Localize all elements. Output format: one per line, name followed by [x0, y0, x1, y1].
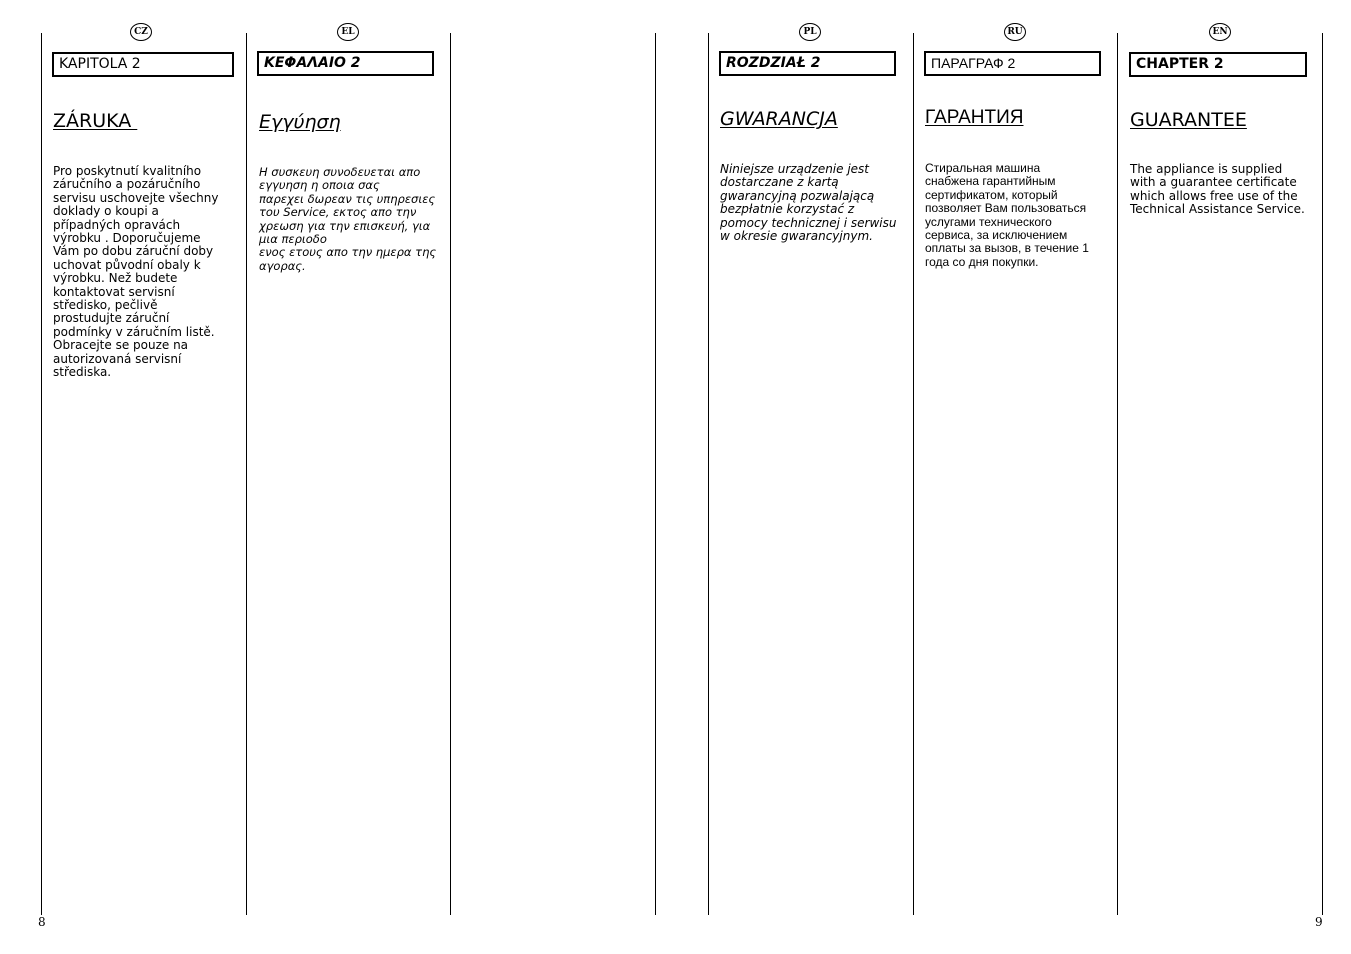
section-title-pl: GWARANCJA: [720, 108, 838, 130]
section-title-el: Εγγύηση: [259, 111, 341, 133]
language-badge-ru: RU: [1004, 23, 1026, 41]
column-divider: [1117, 33, 1118, 915]
language-badge-en: EN: [1209, 23, 1231, 41]
language-badge-pl: PL: [799, 23, 821, 41]
column-divider: [708, 33, 709, 915]
chapter-heading-en: CHAPTER 2: [1129, 52, 1307, 77]
language-badge-el: EL: [337, 23, 359, 41]
chapter-heading-ru: ПАРАГРАФ 2: [924, 51, 1101, 76]
column-divider: [913, 33, 914, 915]
column-divider: [246, 33, 247, 915]
column-divider: [450, 33, 451, 915]
column-divider: [1322, 33, 1323, 915]
body-text-en: The appliance is supplied with a guarantee certificate which allows free use of the Technical Assistance Service.: [1130, 162, 1305, 217]
column-divider: [655, 33, 656, 915]
chapter-heading-pl: ROZDZIAŁ 2: [719, 51, 896, 76]
page-number-right: 9: [1315, 915, 1323, 929]
chapter-heading-cz: KAPITOLA 2: [52, 52, 234, 77]
body-text-el: Η συσκευη συνοδευεται απο εγγυηση η οποια σας παρεχει δωρεαν τις υπηρεσιες του Service, εκτος απο την χρεωση για την επισκευή, για μια περιοδο ενος ετους απο την ημερα της αγορας.: [259, 165, 437, 273]
body-text-cz: Pro poskytnutí kvalitního záručního a pozáručního servisu uschovejte všechny doklady o koupi a případných opravách výrobku . Doporučujeme Vám po dobu záruční doby uchovat původní obaly k výrobku. Než budete kontaktovat servisní středisko, pečlivě prostudujte záruční podmínky v záručním listě. Obracejte se pouze na autorizovaná servisní střediska.: [53, 164, 219, 380]
chapter-heading-el: ΚΕΦΑΛΑΙΟ 2: [257, 51, 434, 76]
column-divider: [41, 33, 42, 915]
section-title-en: GUARANTEE: [1130, 109, 1247, 131]
body-text-ru: Стиральная машина снабжена гарантийным сертификатом, который позволяет Вам пользоваться услугами технического сервиса, за исключением оплаты за вызов, в течение 1 года со дня покупки.: [925, 161, 1089, 269]
section-title-ru: ГАРАНТИЯ: [925, 107, 1024, 128]
language-badge-cz: CZ: [130, 23, 152, 41]
section-title-cz: ZÁRUKA: [53, 110, 138, 132]
body-text-pl: Niniejsze urządzenie jest dostarczane z kartą gwarancyjną pozwalającą bezpłatnie korzystać z pomocy technicznej i serwisu w okresie gwarancyjnym.: [720, 162, 897, 244]
page-number-left: 8: [38, 915, 46, 929]
